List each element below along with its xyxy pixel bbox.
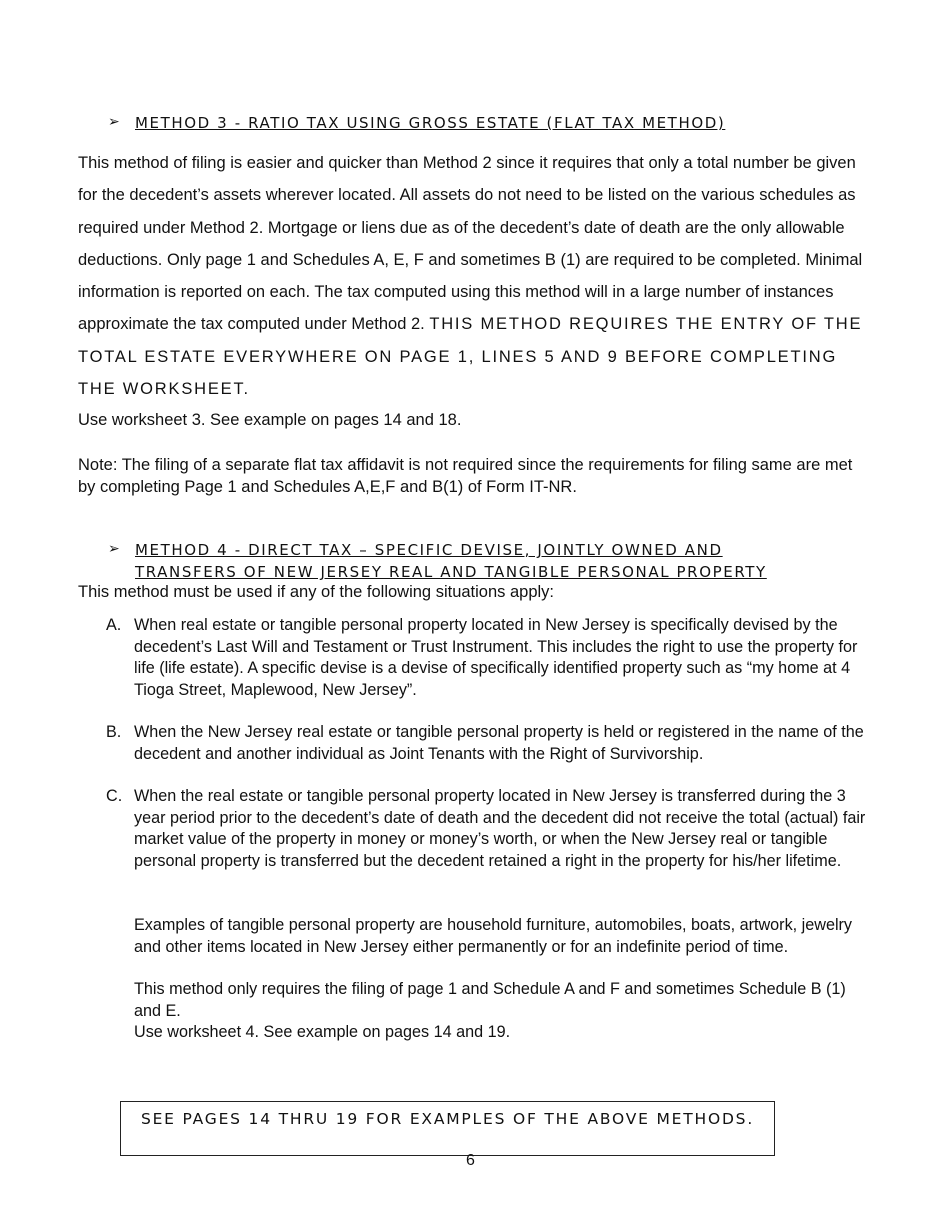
method-4-worksheet: Use worksheet 4. See example on pages 14 and 19. [134,1023,511,1041]
method-3-worksheet: Use worksheet 3. See example on pages 14 and 18. [78,411,462,429]
method-4-requirements: This method only requires the filing of page 1 and Schedule A and F and sometimes Schedule B (1) and E. [134,980,846,1020]
list-item [106,722,876,765]
examples-callout-text: SEE PAGES 14 THRU 19 FOR EXAMPLES OF THE ABOVE METHODS. [140,1110,755,1128]
method-4-examples: Examples of tangible personal property are household furniture, automobiles, boats, artwork, jewelry and other items located in New Jersey either permanently or for an indefinite period of time. [134,916,853,956]
list-item-label: C. [106,787,123,805]
list-item-label: B. [106,723,122,741]
page-number: 6 [466,1152,475,1169]
list-item [106,786,876,872]
method-3-paragraph [78,147,878,405]
arrow-bullet-icon: ➢ [108,541,120,557]
method-4-title-line1: METHOD 4 - DIRECT TAX – SPECIFIC DEVISE, JOINTLY OWNED AND [135,541,723,559]
list-item-label: A. [106,616,122,634]
examples-callout-box [120,1101,775,1156]
method-3-note: Note: The filing of a separate flat tax affidavit is not required since the requirements for filing same are met by completing Page 1 and Schedules A,E,F and B(1) of Form IT-NR. [78,456,853,496]
method-4-title-line2: TRANSFERS OF NEW JERSEY REAL AND TANGIBLE PERSONAL PROPERTY [135,563,767,581]
method-3-requirement: THIS METHOD REQUIRES THE ENTRY OF THE TOTAL ESTATE EVERYWHERE ON PAGE 1, LINES 5 AND 9 BEFORE COMPLETING THE WORKSHEET. [78,315,863,399]
arrow-bullet-icon: ➢ [108,114,120,130]
method-3-description: This method of filing is easier and quicker than Method 2 since it requires that only a total number be given for the decedent’s assets wherever located. All assets do not need to be listed on the various schedules as required under Method 2. Mortgage or liens due as of the decedent’s date of death are the only allowable deductions. Only page 1 and Schedules A, E, F and sometimes B (1) are required to be completed. Minimal information is reported on each. The tax computed using this method will in a large number of instances approximate the tax computed under Method 2. [78,154,863,334]
method-3-title: METHOD 3 - RATIO TAX USING GROSS ESTATE (FLAT TAX METHOD) [135,114,726,132]
list-item-text: When the New Jersey real estate or tangible personal property is held or registered in the name of the decedent and another individual as Joint Tenants with the Right of Survivorship. [134,723,864,763]
list-item-text: When real estate or tangible personal property located in New Jersey is specifically devised by the decedent’s Last Will and Testament or Trust Instrument. This includes the right to use the property for life (life estate). A specific devise is a devise of specifically identified property such as “my home at 4 Tioga Street, Maplewood, New Jersey”. [134,616,858,699]
method-4-intro: This method must be used if any of the following situations apply: [78,583,555,601]
list-item-text: When the real estate or tangible personal property located in New Jersey is transferred during the 3 year period prior to the decedent’s date of death and the decedent did not receive the total (actual) fair market value of the property in money or money’s worth, or when the New Jersey real or tangible personal property is transferred but the decedent retained a right in the property for his/her lifetime. [134,787,866,870]
list-item [106,615,876,701]
